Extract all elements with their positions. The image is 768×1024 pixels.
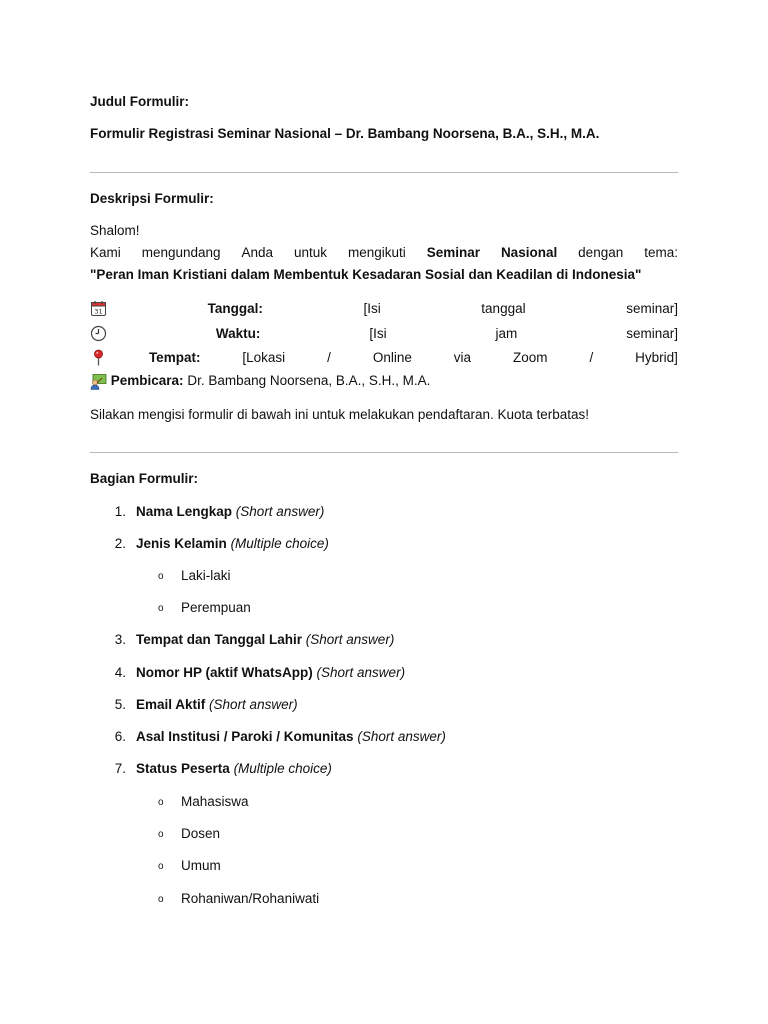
bullet-icon: o <box>158 797 164 808</box>
invite-word: Anda <box>241 245 274 260</box>
description-label: Deskripsi Formulir: <box>90 191 214 206</box>
bullet-icon: o <box>158 861 164 872</box>
question-text <box>136 665 405 680</box>
detail-word: Zoom <box>512 350 548 365</box>
choice-option: Perempuan <box>181 600 251 615</box>
question-type: (Short answer) <box>305 632 395 647</box>
title-label: Judul Formulir: <box>90 94 189 109</box>
divider <box>90 452 678 453</box>
form-title: Formulir Registrasi Seminar Nasional – Dr. Bambang Noorsena, B.A., S.H., M.A. <box>90 126 600 141</box>
pushpin-icon <box>90 349 107 366</box>
choice-option: Dosen <box>181 826 221 841</box>
detail-word: Hybrid] <box>635 350 678 365</box>
clock-icon <box>90 325 107 342</box>
detail-time <box>90 325 678 342</box>
choice-option: Rohaniwan/Rohaniwati <box>181 891 320 906</box>
question-text <box>136 729 446 744</box>
question-type: (Short answer) <box>209 697 298 712</box>
question-text <box>136 632 394 647</box>
bullet-icon: o <box>158 603 164 614</box>
detail-label: Tanggal: <box>207 301 263 316</box>
invite-word: tema: <box>644 245 678 260</box>
invite-word-bold: Seminar <box>426 245 480 260</box>
choice-option: Mahasiswa <box>181 794 249 809</box>
detail-word: / <box>589 350 594 365</box>
invite-word: mengundang <box>141 245 221 260</box>
bullet-icon: o <box>158 571 164 582</box>
question-label: Status Peserta <box>136 761 230 776</box>
invitation-line <box>90 245 678 260</box>
bullet-icon: o <box>158 894 164 905</box>
choice-option: Umum <box>181 858 221 873</box>
question-label: Nomor HP (aktif WhatsApp) <box>136 665 313 680</box>
detail-word: tanggal <box>481 301 526 316</box>
question-number: 4. <box>114 665 126 680</box>
question-number: 1. <box>114 504 126 519</box>
greeting: Shalom! <box>90 223 140 238</box>
calendar-icon <box>90 300 107 317</box>
question-text <box>136 536 329 551</box>
detail-date <box>90 300 678 317</box>
call-to-action: Silakan mengisi formulir di bawah ini untuk melakukan pendaftaran. Kuota terbatas! <box>90 407 590 422</box>
question-text <box>136 697 298 712</box>
invite-word-bold: Nasional <box>500 245 558 260</box>
detail-word: [Isi <box>369 326 387 341</box>
detail-place <box>90 349 678 366</box>
detail-word: via <box>453 350 472 365</box>
detail-label: Pembicara: <box>110 373 184 389</box>
detail-word: seminar] <box>626 301 678 316</box>
detail-word: seminar] <box>626 326 678 341</box>
detail-value: Dr. Bambang Noorsena, B.A., S.H., M.A. <box>187 373 431 389</box>
detail-word: Online <box>372 350 412 365</box>
invite-word: untuk <box>293 245 328 260</box>
choice-option: Laki-laki <box>181 568 231 583</box>
question-label: Tempat dan Tanggal Lahir <box>136 632 303 647</box>
question-text <box>136 504 324 519</box>
question-number: 7. <box>114 761 126 776</box>
detail-speaker <box>90 373 430 390</box>
question-number: 5. <box>114 697 126 712</box>
detail-label: Tempat: <box>148 350 201 365</box>
svg-text:31: 31 <box>94 307 103 316</box>
detail-word: [Lokasi <box>242 350 286 365</box>
invite-word: dengan <box>578 245 624 260</box>
detail-label: Waktu: <box>215 326 261 341</box>
question-label: Asal Institusi / Paroki / Komunitas <box>136 729 354 744</box>
form-section-label: Bagian Formulir: <box>90 471 199 486</box>
detail-word: / <box>327 350 331 365</box>
detail-word: [Isi <box>363 301 381 316</box>
detail-word: jam <box>495 326 518 341</box>
question-type: (Multiple choice) <box>233 761 332 776</box>
question-number: 6. <box>114 729 126 744</box>
question-label: Nama Lengkap <box>136 504 233 519</box>
question-number: 2. <box>114 536 126 551</box>
divider <box>90 172 678 173</box>
question-text <box>136 761 332 776</box>
question-number: 3. <box>114 632 126 647</box>
invite-word: Kami <box>90 245 121 260</box>
question-type: (Short answer) <box>357 729 446 744</box>
seminar-theme: "Peran Iman Kristiani dalam Membentuk Kesadaran Sosial dan Keadilan di Indonesia" <box>90 267 642 282</box>
question-type: (Short answer) <box>316 665 406 680</box>
bullet-icon: o <box>158 829 164 840</box>
speaker-icon <box>90 373 107 390</box>
question-type: (Short answer) <box>235 504 325 519</box>
question-type: (Multiple choice) <box>230 536 329 551</box>
invite-word: mengikuti <box>347 245 406 260</box>
question-label: Email Aktif <box>136 697 206 712</box>
question-label: Jenis Kelamin <box>136 536 227 551</box>
